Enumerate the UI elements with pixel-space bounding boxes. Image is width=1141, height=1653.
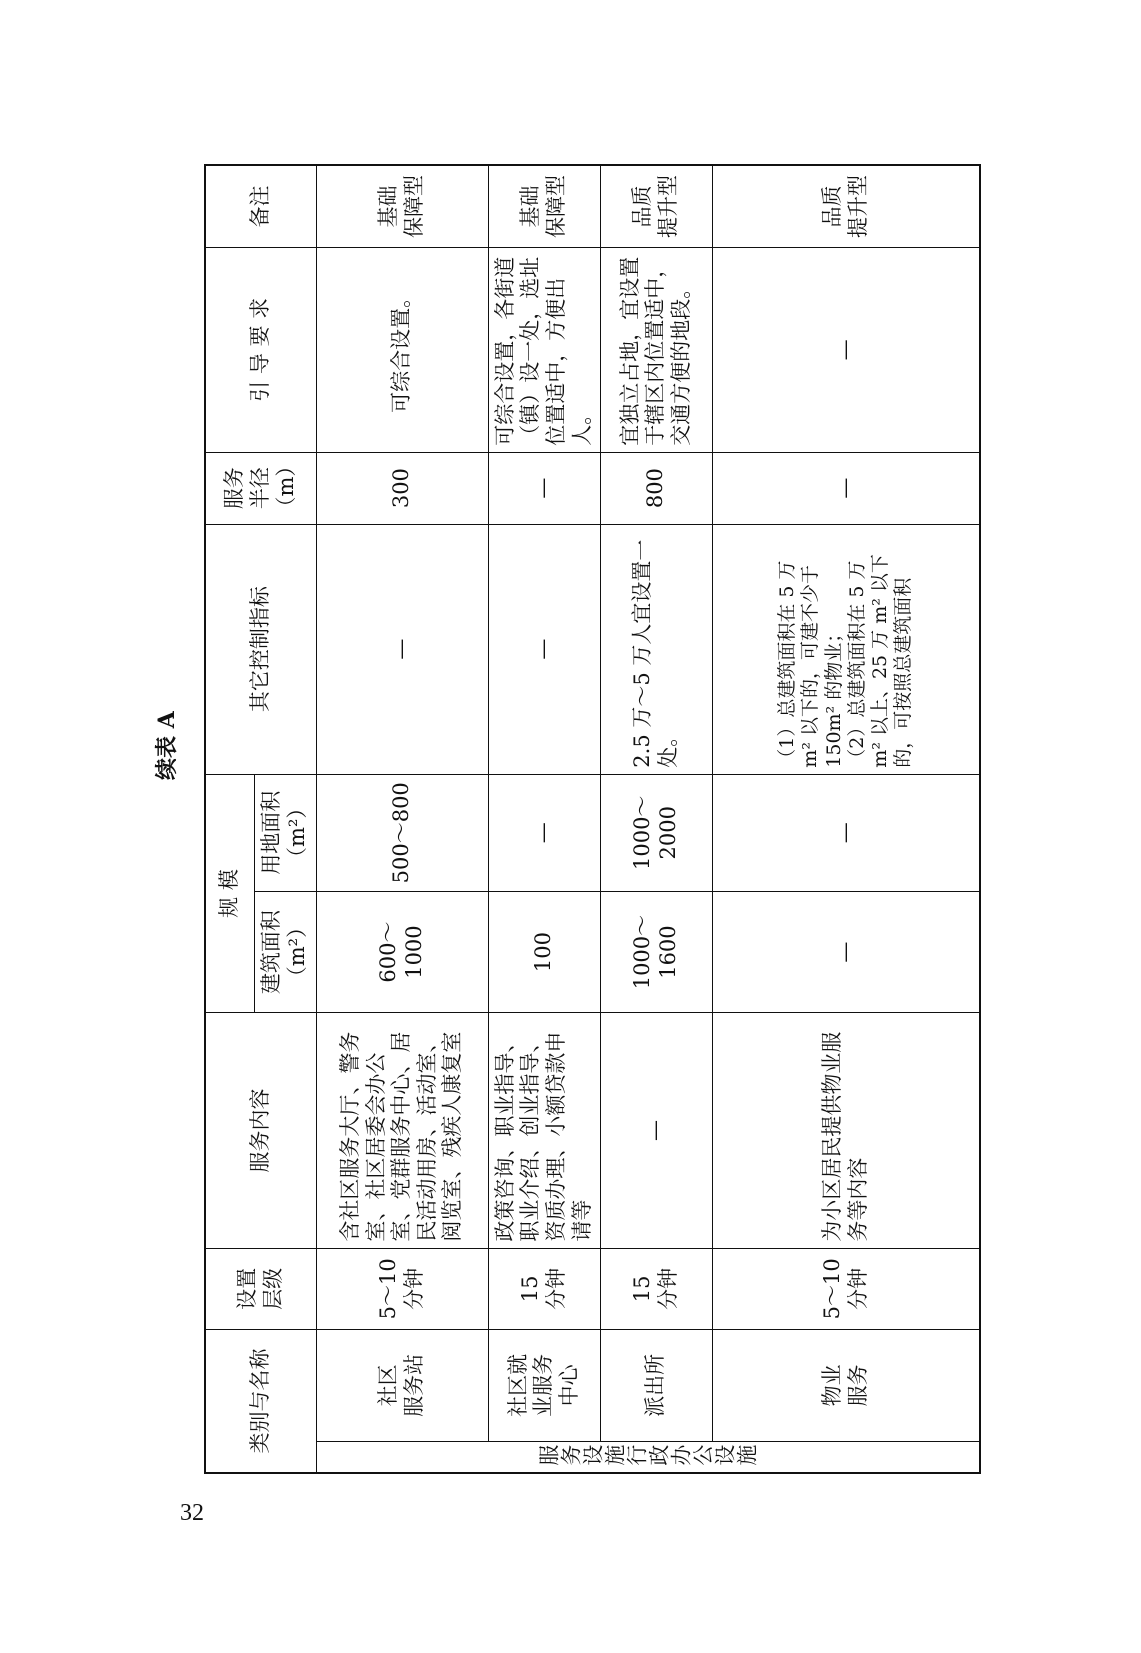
row-other: （1）总建筑面积在 5 万 m² 以下的，可建不少于 150m² 的物业； （2）总建筑面积在 5 万 m² 以上、25 万 m² 以下的，可按照总建筑面积: [712, 524, 980, 774]
category-group: 服务设施行政办公设施: [316, 1441, 980, 1473]
table-row: [316, 165, 488, 1473]
table-row: [600, 165, 712, 1473]
table-header-row-1: [205, 165, 254, 1473]
row-name: 物业 服务: [712, 1329, 980, 1441]
page-title: 续表 A: [154, 711, 180, 780]
row-building-area: —: [712, 891, 980, 1012]
row-other: 2.5 万～5 万人宜设置一处。: [600, 524, 712, 774]
row-content: 含社区服务大厅、警务室、社区居委会办公室、党群服务中心、居民活动用房、活动室、阅览室、残疾人康复室: [316, 1013, 488, 1248]
table-row: [488, 165, 600, 1473]
row-radius: 800: [600, 452, 712, 524]
header-land-area-label: 用地面积: [259, 790, 284, 875]
row-note: 基础 保障型: [316, 165, 488, 247]
header-guidance: 引 导 要 求: [205, 247, 316, 452]
header-building-area: [254, 891, 316, 1012]
header-level: 设置 层级: [205, 1248, 316, 1329]
row-name: 社区就 业服务 中心: [488, 1329, 600, 1441]
row-land-area: —: [712, 774, 980, 891]
header-land-area: [254, 774, 316, 891]
row-land-area: 500～800: [316, 774, 488, 891]
row-building-area: 600～1000: [316, 891, 488, 1012]
table-rotated-container: [204, 164, 979, 1474]
row-radius: 300: [316, 452, 488, 524]
row-level: 5～10 分钟: [316, 1248, 488, 1329]
header-notes: 备注: [205, 165, 316, 247]
header-building-area-label: 建筑面积: [259, 910, 284, 995]
page-number: 32: [180, 1500, 204, 1526]
header-other-indicators: 其它控制指标: [205, 524, 316, 774]
table-row: [712, 165, 980, 1473]
row-note: 基础 保障型: [488, 165, 600, 247]
row-content: 为小区居民提供物业服务等内容: [712, 1013, 980, 1248]
row-guidance: 可综合设置。: [316, 247, 488, 452]
facility-table: [204, 164, 981, 1474]
header-category-name: 类别与名称: [205, 1329, 316, 1473]
header-service-radius: 服务 半径 （m）: [205, 452, 316, 524]
header-service-content: 服务内容: [205, 1013, 316, 1248]
header-building-area-unit: （m²）: [285, 916, 309, 988]
row-guidance: —: [712, 247, 980, 452]
row-building-area: 100: [488, 891, 600, 1012]
row-land-area: 1000～ 2000: [600, 774, 712, 891]
row-content: —: [600, 1013, 712, 1248]
row-other: —: [488, 524, 600, 774]
row-other: —: [316, 524, 488, 774]
row-radius: —: [488, 452, 600, 524]
row-land-area: —: [488, 774, 600, 891]
row-level: 15 分钟: [488, 1248, 600, 1329]
row-building-area: 1000～ 1600: [600, 891, 712, 1012]
row-radius: —: [712, 452, 980, 524]
row-name: 社区 服务站: [316, 1329, 488, 1441]
row-guidance: 可综合设置，各街道（镇）设一处，选址位置适中，方便出人。: [488, 247, 600, 452]
row-name: 派出所: [600, 1329, 712, 1441]
row-note: 品质 提升型: [600, 165, 712, 247]
header-scale: 规 模: [205, 774, 254, 1013]
row-guidance: 宜独立占地，宜设置于辖区内位置适中，交通方便的地段。: [600, 247, 712, 452]
row-note: 品质 提升型: [712, 165, 980, 247]
row-level: 5～10 分钟: [712, 1248, 980, 1329]
header-land-area-unit: （m²）: [285, 797, 309, 868]
row-content: 政策咨询、职业指导、职业介绍、创业指导、资质办理、小额贷款申请等: [488, 1013, 600, 1248]
row-level: 15 分钟: [600, 1248, 712, 1329]
